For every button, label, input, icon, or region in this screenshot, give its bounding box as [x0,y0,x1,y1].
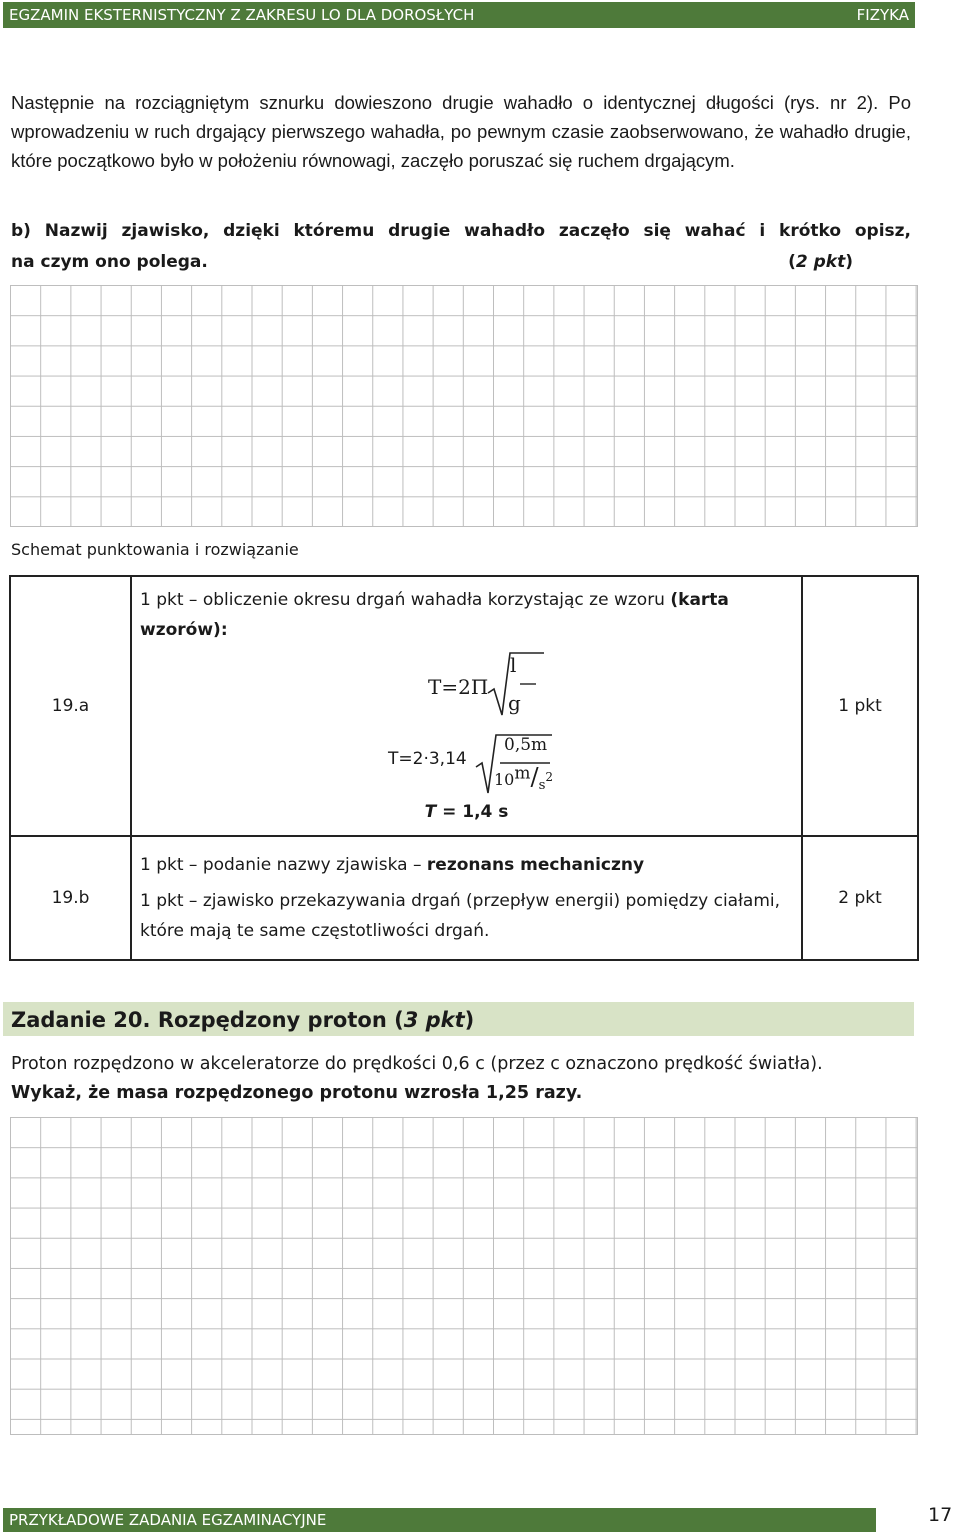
scoring-title: Schemat punktowania i rozwiązanie [11,540,299,559]
task-b-line1: b) Nazwij zjawisko, dzięki któremu drugie wahadło zaczęło się wahać i krótko opisz, [11,221,911,241]
task-20-text: Proton rozpędzono w akceleratorze do prędkości 0,6 c (przez c oznaczono prędkość światła). [11,1054,823,1074]
task-number-19b: 19.b [10,836,131,960]
formula1-lhs: T=2Π [428,675,489,699]
criterion-19b-2: 1 pkt – zjawisko przekazywania drgań (przepływ energii) pomiędzy ciałami, które mają te same częstotliwości drgań. [140,891,781,941]
scoring-table [9,575,919,961]
answer-grid-20[interactable] [10,1117,918,1435]
solution-19a [131,576,802,836]
points-19a: 1 pkt [802,576,918,836]
task-20-body [11,1050,916,1108]
task-b-line2: na czym ono polega. [11,252,208,272]
formula1-numerator: l [510,653,517,677]
formula2-denominator: $10^m/_{s2}$ [494,763,554,794]
formula1-denominator: g [508,691,521,715]
formula-block [140,645,793,805]
header-exam-title: EGZAMIN EKSTERNISTYCZNY Z ZAKRESU LO DLA DOROSŁYCH [9,6,475,24]
page-footer [3,1508,876,1532]
intro-paragraph: Następnie na rozciągniętym sznurku dowieszono drugie wahadło o identycznej długości (rys. nr 2). Po wprowadzeniu w ruch drgający pierwszego wahadła, po pewnym czasie zaobserwowano, że wahadło drugie, które początkowo było w położeniu równowagi, zaczęło poruszać się ruchem drgającym. [11,92,911,171]
formula2-numerator: 0,5m [504,735,548,755]
formula2-lhs: T=2·3,14 [388,749,467,769]
task-number-19a: 19.a [10,576,131,836]
criterion-19a: 1 pkt – obliczenie okresu drgań wahadła korzystając ze wzoru (karta wzorów): [140,590,729,640]
criterion-19b-1: 1 pkt – podanie nazwy zjawiska – rezonans mechaniczny [140,855,645,875]
page-header [3,2,915,28]
page-number: 17 [928,1504,953,1526]
task-b-points: (2 pkt) [788,252,853,272]
points-19b: 2 pkt [802,836,918,960]
table-row [10,576,918,836]
task-20-heading: Zadanie 20. Rozpędzony proton (3 pkt) [3,1002,914,1036]
header-subject: FIZYKA [856,6,909,24]
footer-label: PRZYKŁADOWE ZADANIA EGZAMINACYJNE [9,1511,327,1529]
result-19a: T = 1,4 s [424,802,509,822]
answer-grid-b[interactable] [10,285,918,527]
solution-19b [131,836,802,960]
task-20-command: Wykaż, że masa rozpędzonego protonu wzrosła 1,25 razy. [11,1083,583,1103]
table-row [10,836,918,960]
task-b-question [11,216,911,278]
